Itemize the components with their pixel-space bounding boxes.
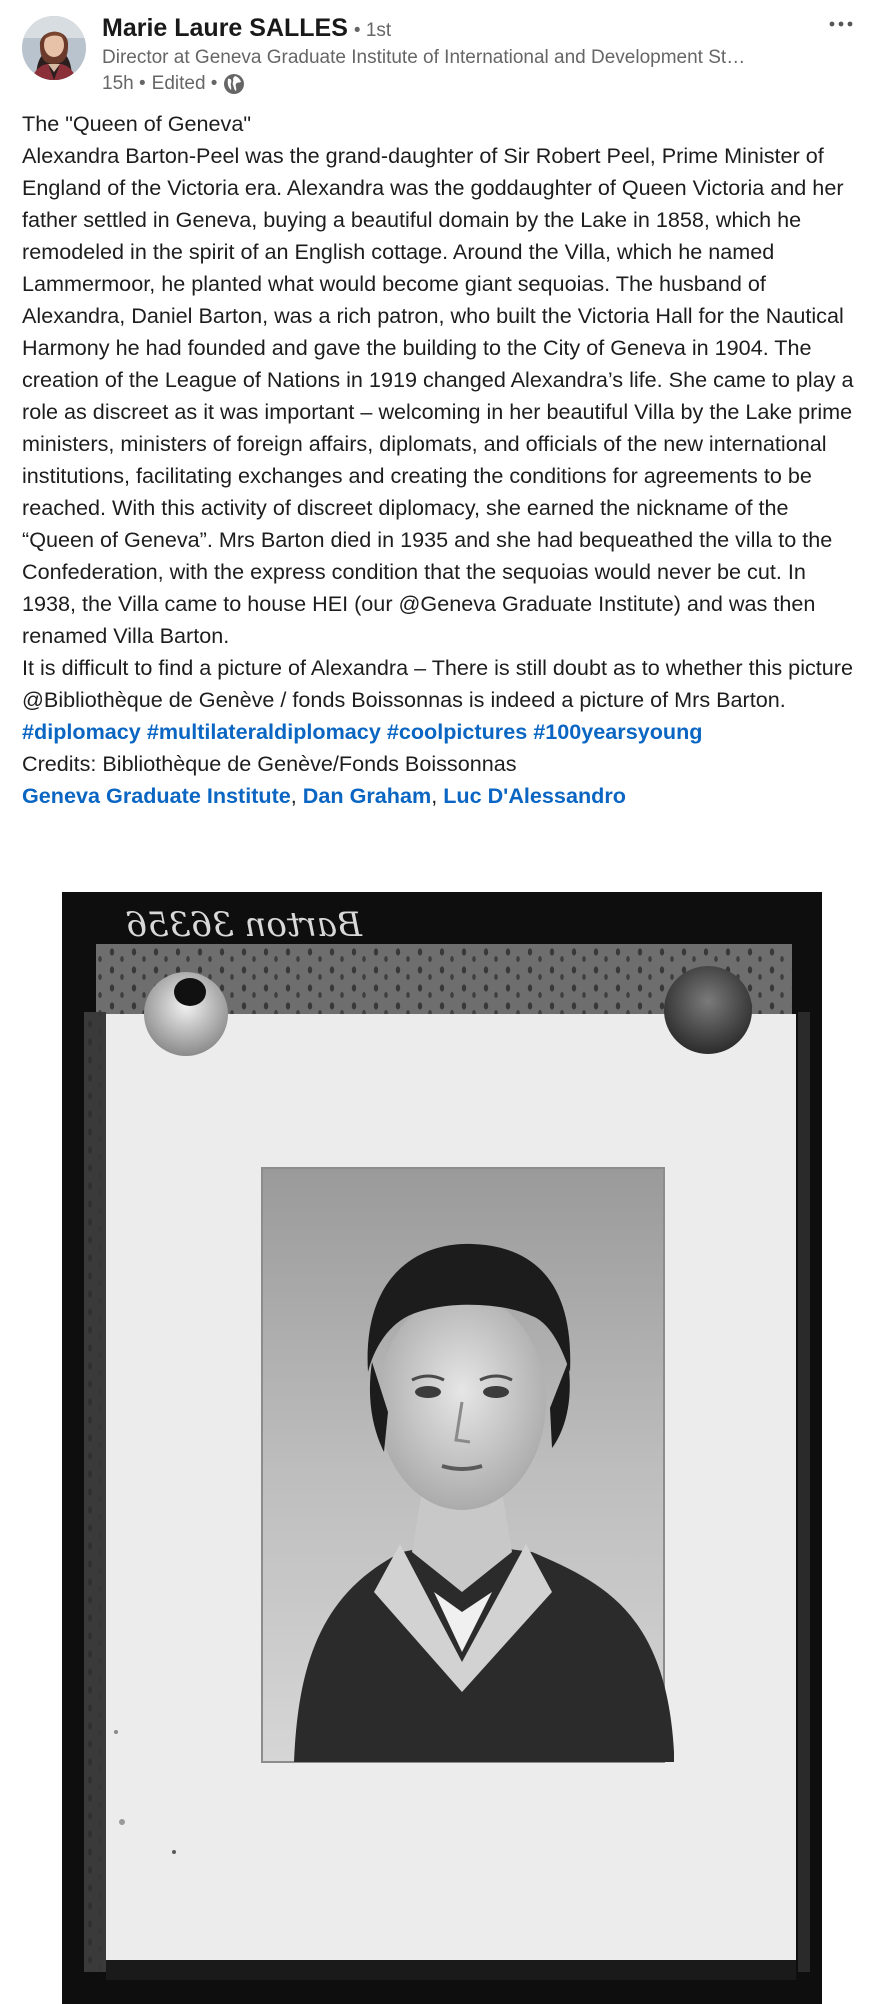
post-title-line: The "Queen of Geneva" (22, 111, 252, 136)
post-paragraph-1: Alexandra Barton-Peel was the grand-daughter of Sir Robert Peel, Prime Minister of England of the Victoria era. Alexandra was the goddaughter of Queen Victoria and her father settled in Geneva, buying a beautiful domain by the Lake in 1858, which he remodeled in the spirit of an English cottage. Around the Villa, which he named Lammermoor, he planted what would become giant sequoias. The husband of Alexandra, Daniel Barton, was a rich patron, who built the Victoria Hall for the Nautical Harmony he had founded and gave the building to the City of Geneva in 1904. The creation of the League of Nations in 1919 changed Alexandra’s life. She came to play a role as discreet as it was important – welcoming in her beautiful Villa by the Lake prime ministers, ministers of foreign affairs, diplomats, and officials of the new international institutions, facilitating exchanges and creating the conditions for agreements to be reached. With this activity of discreet diplomacy, she earned the nickname of the “Queen of Geneva”. Mrs Barton died in 1935 and she had bequeathed the villa to the Confederation, with the express condition that the sequoias would never be cut. In 1938, the Villa came to house HEI (our @Geneva Graduate Institute) and was then renamed Villa Barton. (22, 143, 854, 648)
post-time: 15h • (102, 73, 146, 94)
globe-icon (223, 73, 245, 95)
hashtag-link[interactable]: #100yearsyoung (533, 719, 703, 744)
connection-degree: • 1st (353, 20, 392, 41)
post-timestamp-row (102, 73, 802, 95)
edited-label: Edited • (151, 73, 218, 94)
author-avatar[interactable] (22, 16, 86, 80)
mention-link[interactable]: Dan Graham (302, 783, 432, 808)
credits-line: Credits: Bibliothèque de Genève/Fonds Boissonnas (22, 751, 517, 776)
name-row (102, 14, 802, 43)
hashtag-link[interactable]: #diplomacy (22, 719, 141, 744)
post-image[interactable] (62, 892, 822, 2004)
mention-separator: , (290, 783, 303, 808)
hashtag-link[interactable]: #coolpictures (386, 719, 528, 744)
mention-link[interactable]: Geneva Graduate Institute (22, 783, 291, 808)
avatar-image (22, 16, 86, 80)
more-options-button[interactable] (824, 16, 858, 46)
historical-photo (62, 892, 822, 2004)
post-paragraph-2: It is difficult to find a picture of Alexandra – There is still doubt as to whether this picture @Bibliothèque de Genève / fonds Boissonnas is indeed a picture of Mrs Barton. (22, 655, 854, 712)
ellipsis-icon (824, 16, 858, 46)
author-meta (102, 14, 802, 95)
mentions-line (22, 780, 862, 812)
author-headline: Director at Geneva Graduate Institute of International and Development St… (102, 47, 746, 68)
mention-separator: , (431, 783, 444, 808)
post-header (22, 14, 858, 100)
hashtags-line (22, 716, 862, 748)
author-name[interactable]: Marie Laure SALLES (102, 14, 348, 42)
mention-link[interactable]: Luc D'Alessandro (443, 783, 626, 808)
negative-inscription: Barton 36356 (125, 905, 362, 945)
post-text (22, 108, 862, 812)
hashtag-link[interactable]: #multilateraldiplomacy (146, 719, 381, 744)
